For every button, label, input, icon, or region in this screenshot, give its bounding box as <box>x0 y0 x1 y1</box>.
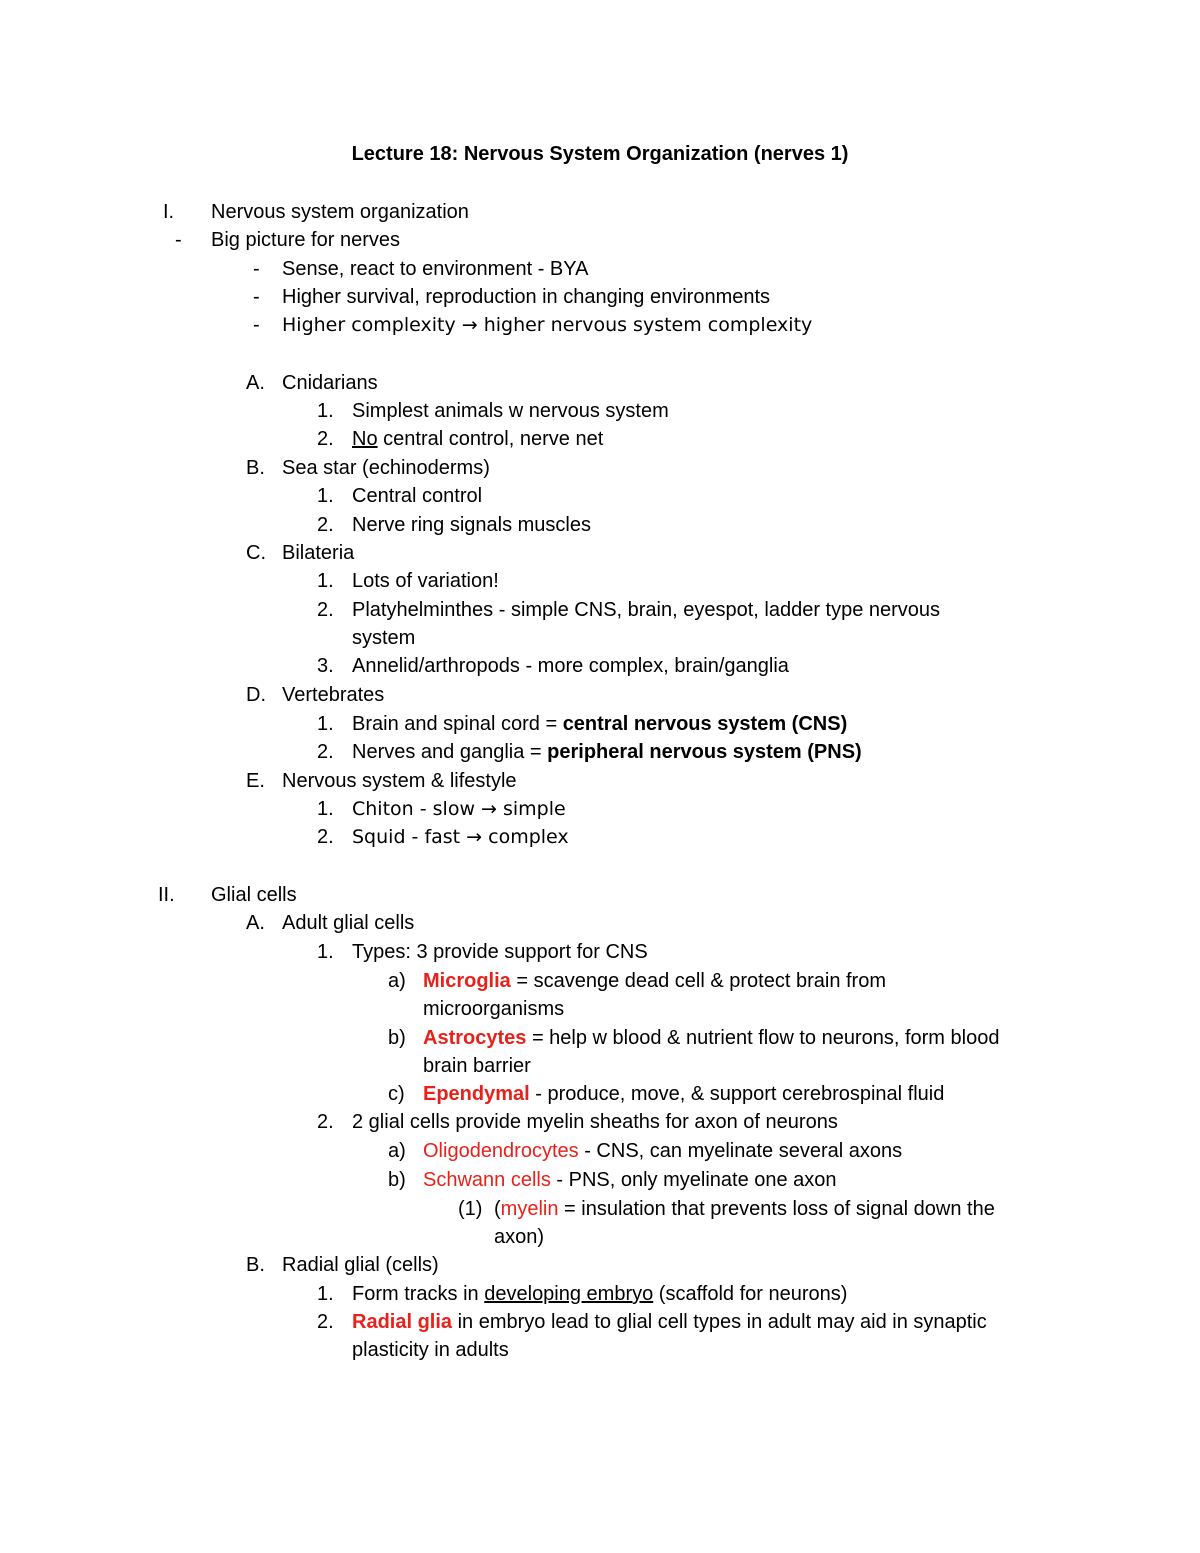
sub-item-text <box>423 1167 837 1193</box>
bold-term: central nervous system (CNS) <box>562 713 848 735</box>
underlined-term: developing embryo <box>484 1283 654 1305</box>
bullet-text: Higher complexity → higher nervous system complexity <box>282 314 813 336</box>
item-marker: 3. <box>317 655 334 677</box>
sub-item-rest: - produce, move, & support cerebrospinal fluid <box>529 1083 945 1105</box>
item-text: Lots of variation! <box>352 570 499 592</box>
red-bold-term: Radial glia <box>352 1311 453 1333</box>
item-text: Annelid/arthropods - more complex, brain/ganglia <box>352 655 789 677</box>
bullet-marker: - <box>253 314 260 336</box>
sub-item-rest: - PNS, only myelinate one axon <box>550 1169 837 1191</box>
subsection-label: Bilateria <box>282 542 355 564</box>
item-text <box>352 1309 987 1335</box>
red-bold-term: Astrocytes <box>423 1027 527 1049</box>
subsection-marker: B. <box>246 457 265 479</box>
sub-item-text <box>423 1025 999 1051</box>
bullet-text: Higher survival, reproduction in changing environments <box>282 286 771 308</box>
lecture-title: Lecture 18: Nervous System Organization (nerves 1) <box>351 143 849 165</box>
subsection-marker: D. <box>246 684 266 706</box>
subsection-label: Nervous system & lifestyle <box>282 770 517 792</box>
subsection-marker: E. <box>246 770 265 792</box>
sub-item-text <box>423 1138 902 1164</box>
note-open-paren: ( <box>494 1198 501 1220</box>
item-marker: 1. <box>317 713 334 735</box>
red-bold-term: Microglia <box>423 970 511 992</box>
item-text: Types: 3 provide support for CNS <box>352 941 648 963</box>
item-text-pre: Form tracks in <box>352 1283 485 1305</box>
item-text-plain: Brain and spinal cord = <box>352 713 563 735</box>
subsection-label: Sea star (echinoderms) <box>282 457 490 479</box>
sub-item-marker: a) <box>388 970 406 992</box>
item-text: Simplest animals w nervous system <box>352 400 669 422</box>
item-text: Platyhelminthes - simple CNS, brain, eyespot, ladder type nervous <box>352 599 941 621</box>
item-marker: 2. <box>317 1311 334 1333</box>
subsection-label: Cnidarians <box>282 372 378 394</box>
item-text: Nerve ring signals muscles <box>352 514 591 536</box>
item-text: Chiton - slow → simple <box>352 798 566 820</box>
item-marker: 1. <box>317 798 334 820</box>
item-text-plain: Nerves and ganglia = <box>352 741 548 763</box>
item-text: 2 glial cells provide myelin sheaths for axon of neurons <box>352 1111 838 1133</box>
sub-item-rest: = help w blood & nutrient flow to neurons, form blood <box>526 1027 1000 1049</box>
item-marker: 2. <box>317 514 334 536</box>
note-continued: axon) <box>494 1226 545 1248</box>
red-term: Oligodendrocytes <box>423 1140 579 1162</box>
sub-item-rest: = scavenge dead cell & protect brain from <box>510 970 887 992</box>
item-marker: 1. <box>317 570 334 592</box>
subsection-marker: B. <box>246 1254 265 1276</box>
sub-item-continued: microorganisms <box>423 998 565 1020</box>
item-marker: 1. <box>317 400 334 422</box>
bold-term: peripheral nervous system (PNS) <box>547 741 862 763</box>
big-picture-marker: - <box>175 229 182 251</box>
item-text-post: (scaffold for neurons) <box>653 1283 848 1305</box>
section-1-marker: I. <box>163 201 175 223</box>
item-marker: 1. <box>317 941 334 963</box>
underlined-term: No <box>352 428 378 450</box>
sub-item-marker: b) <box>388 1169 406 1191</box>
sub-item-text <box>423 1081 944 1107</box>
red-term: Schwann cells <box>423 1169 551 1191</box>
bullet-marker: - <box>253 258 260 280</box>
note-rest: = insulation that prevents loss of signal down the <box>558 1198 995 1220</box>
item-marker: 2. <box>317 826 334 848</box>
sub-item-marker: c) <box>388 1083 405 1105</box>
item-text-continued: system <box>352 627 416 649</box>
item-text <box>352 426 603 452</box>
item-text-continued: plasticity in adults <box>352 1339 509 1361</box>
subsection-marker: A. <box>246 372 265 394</box>
subsection-marker: A. <box>246 912 265 934</box>
item-text: Squid - fast → complex <box>352 826 569 848</box>
big-picture-label: Big picture for nerves <box>211 229 400 251</box>
subsection-marker: C. <box>246 542 266 564</box>
item-text <box>352 1281 847 1307</box>
subsection-label: Radial glial (cells) <box>282 1254 439 1276</box>
bullet-text: Sense, react to environment - BYA <box>282 258 589 280</box>
item-marker: 2. <box>317 1111 334 1133</box>
subsection-label: Vertebrates <box>282 684 385 706</box>
sub-item-marker: a) <box>388 1140 406 1162</box>
bullet-marker: - <box>253 286 260 308</box>
item-text-rest: central control, nerve net <box>377 428 604 450</box>
item-marker: 1. <box>317 485 334 507</box>
item-marker: 1. <box>317 1283 334 1305</box>
sub-item-rest: - CNS, can myelinate several axons <box>578 1140 903 1162</box>
section-2-heading: Glial cells <box>211 884 297 906</box>
item-text <box>352 739 862 765</box>
item-text <box>352 711 847 737</box>
item-marker: 2. <box>317 599 334 621</box>
note-marker: (1) <box>458 1198 483 1220</box>
sub-item-text <box>423 968 886 994</box>
section-1-heading: Nervous system organization <box>211 201 469 223</box>
sub-item-marker: b) <box>388 1027 406 1049</box>
item-marker: 2. <box>317 741 334 763</box>
item-marker: 2. <box>317 428 334 450</box>
red-term: myelin <box>500 1198 559 1220</box>
item-text: Central control <box>352 485 483 507</box>
note-text <box>494 1196 995 1222</box>
section-2-marker: II. <box>158 884 175 906</box>
sub-item-continued: brain barrier <box>423 1055 531 1077</box>
subsection-label: Adult glial cells <box>282 912 415 934</box>
item-text-rest: in embryo lead to glial cell types in adult may aid in synaptic <box>452 1311 987 1333</box>
red-bold-term: Ependymal <box>423 1083 530 1105</box>
